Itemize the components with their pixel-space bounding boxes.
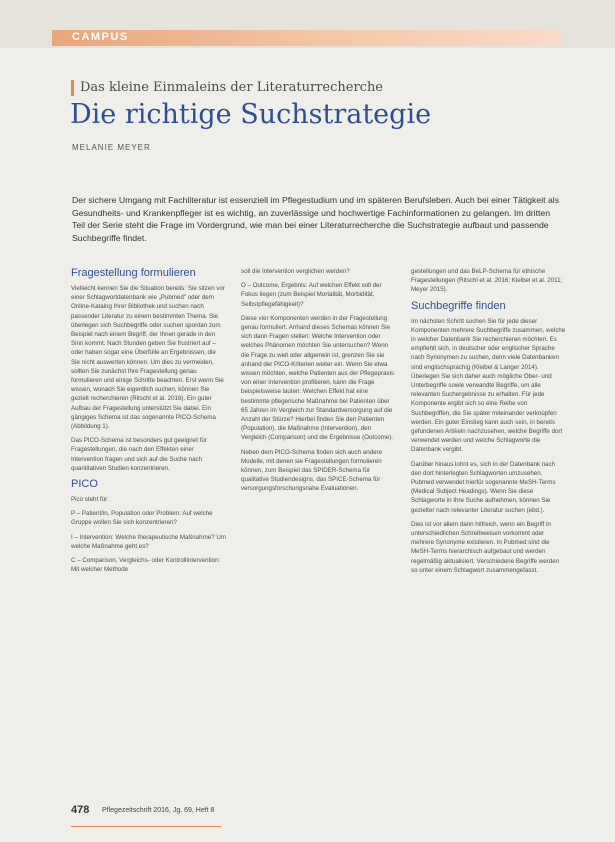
body-paragraph: Pico steht für: <box>71 496 109 504</box>
body-paragraph: C – Comparison, Vergleichs- oder Kontrollintervention: Mit welcher Methode <box>71 557 221 574</box>
body-paragraph: P – Patient/in, Population oder Problem: Auf welche Gruppe wollen Sie sich konzentrieren? <box>71 510 213 527</box>
text-column-2 <box>241 267 396 499</box>
body-paragraph: O – Outcome, Ergebnis: Auf welchen Effekt soll der Fokus liegen (zum Beispiel Mortalität, Morbidität, Selbstpflegefähigkeit)? <box>241 282 382 308</box>
body-paragraph: Das PICO-Schema ist besonders gut geeignet für Fragestellungen, die nach den Effekten einer Intervention fragen und sich auf die Suche nach quantitativen Studien konzentrieren. <box>71 437 207 472</box>
article-title: Die richtige Suchstrategie <box>70 99 432 130</box>
body-paragraph: gestellungen und das BeLP-Schema für ethische Fragestellungen (Ritschl et al. 2016; Kleibel et al. 2011; Meyer 2015). <box>411 268 563 294</box>
kicker-accent-rule <box>71 80 74 96</box>
section-heading-fragestellung: Fragestellung formulieren <box>71 267 196 279</box>
text-column-1 <box>71 267 226 579</box>
article-lead: Der sichere Umgang mit Fachliteratur ist essenziell im Pflegestudium und im späteren Berufsleben. Auch bei einer Tätigkeit als Gesundheits- und Krankenpfleger ist es wichtig, an zuverlässige und hochwertige Fachinformationen zu gelangen. Im dritten Teil der Serie steht die Frage im Vordergrund, wie man bei einer Literaturrecherche die Suchstrategie aufbaut und passende Suchbegriffe findet. <box>72 195 560 243</box>
section-rubric: CAMPUS <box>72 31 129 43</box>
body-paragraph: Neben dem PICO-Schema finden sich auch andere Modelle, mit denen sie Fragestellungen formulieren können, zum Beispiel das SPIDER-Schema für qualitative Studiendesigns, das SPICE-Schema für versorgungsforschungsnahe Evaluationen. <box>241 448 383 493</box>
section-heading-suchbegriffe: Suchbegriffe finden <box>411 299 506 312</box>
body-paragraph: Im nächsten Schritt suchen Sie für jede dieser Komponenten mehrere Suchbegriffe zusammen, welche in welcher Datenbank Sie recherchieren möchten. Es empfiehlt sich, in deutscher oder englischer Sprache nach Synonymen zu suchen, denn viele Datenbanken sind englischsprachig (Kleibel & Langer 2014). Überlegen Sie sich daher auch mögliche Ober- und Unterbegriffe sowie verwandte Begriffe, um alle relevanten Suchergebnisse zu erhalten. Für jede Komponente ergibt sich so eine Reihe von Suchbegriffen, die Sie später miteinander verknüpfen werden. Ein guter Einstieg kann auch sein, in bereits gefundenen Artikeln nachzusehen, welche Begriffe dort verwendet werden und welche Schlagworte die Datenbank vergibt. <box>411 317 566 454</box>
text-column-3 <box>411 267 566 580</box>
body-paragraph: Vielleicht kennen Sie die Situation bereits: Sie sitzen vor einer Schlagwortdatenbank wie „Pubmed" oder dem Online-Katalog Ihrer Bibliothek und suchen nach passender Literatur zu einem bestimmten Thema. Sie überlegen sich Suchbegriffe oder suchen spontan zum Beispiel nach einem Begriff, der Ihnen gerade in den Sinn kommt. Nach Stunden geben Sie frustriert auf – oder haben sogar eine Überfülle an Ergebnissen, die Sie nicht auswerten können. Um dies zu vermeiden, sollten Sie zunächst Ihre Fragestellung genau formulieren und einige Schritte beachten. Erst wenn Sie wissen, wonach Sie eigentlich suchen, können Sie gezielt recherchieren (Ritschl et al. 2016). Ein guter Aufbau der Fragestellung unterstützt Sie dabei. Ein gängiges Schema ist das sogenannte PICO-Schema (Abbildung 1). <box>71 285 225 431</box>
body-paragraph: Diese vier Komponenten werden in der Fragestellung genau formuliert. Anhand dieses Schemas können Sie sich dann Fragen stellen: Welche Intervention oder welches Phänomen möchten Sie untersuchen? Wenn die Frage zu weit oder allgemein ist, grenzen Sie sie anhand der PICO-Kriterien weiter ein. Wenn Sie etwa wissen möchten, welche Patienten aus der Pflegepraxis von einer Intervention profitieren, kann die Frage beispielsweise lauten: Welchen Effekt hat eine bestimmte pflegerische Maßnahme bei Patienten über 65 Jahren im Vergleich zur Standardversorgung auf die Anzahl der Stürze? Hierbei finden Sie den Patienten (Population), die Maßnahme (Intervention), den Vergleich (Comparison) und die Ergebnisse (Outcome). <box>241 314 395 442</box>
footer-accent-rule <box>71 826 221 827</box>
article-author: MELANIE MEYER <box>72 143 151 152</box>
body-paragraph: I – Intervention: Welche therapeutische Maßnahme? Um welche Maßnahme geht es? <box>71 533 226 550</box>
body-paragraph: Darüber hinaus lohnt es, sich in der Datenbank nach den dort hinterlegten Schlagworten umzusehen. Pubmed verwendet hierfür sogenannte MeSH-Terms (Medical Subject Headings). Wenn Sie diese Schlagworte in Ihre Suche aufnehmen, können Sie gezielter nach relevanter Literatur suchen (ebd.). <box>411 460 556 514</box>
article-kicker: Das kleine Einmaleins der Literaturrecherche <box>80 80 384 95</box>
body-paragraph: soll die Intervention verglichen werden? <box>241 268 350 275</box>
journal-source-line: Pflegezeitschrift 2016, Jg. 69, Heft 8 <box>102 807 215 814</box>
body-paragraph: Dies ist vor allem dann hilfreich, wenn ein Begriff in unterschiedlichen Schreibweisen vorkommt oder mehrere Synonyme existieren. In Pubmed sind die MeSH-Terms hierarchisch aufgebaut und werden regelmäßig aktualisiert. Verschiedene Begriffe werden so unter einem Schlagwort zusammengefasst. <box>411 520 560 574</box>
section-heading-pico: PICO <box>71 478 98 491</box>
page-number: 478 <box>71 804 90 816</box>
